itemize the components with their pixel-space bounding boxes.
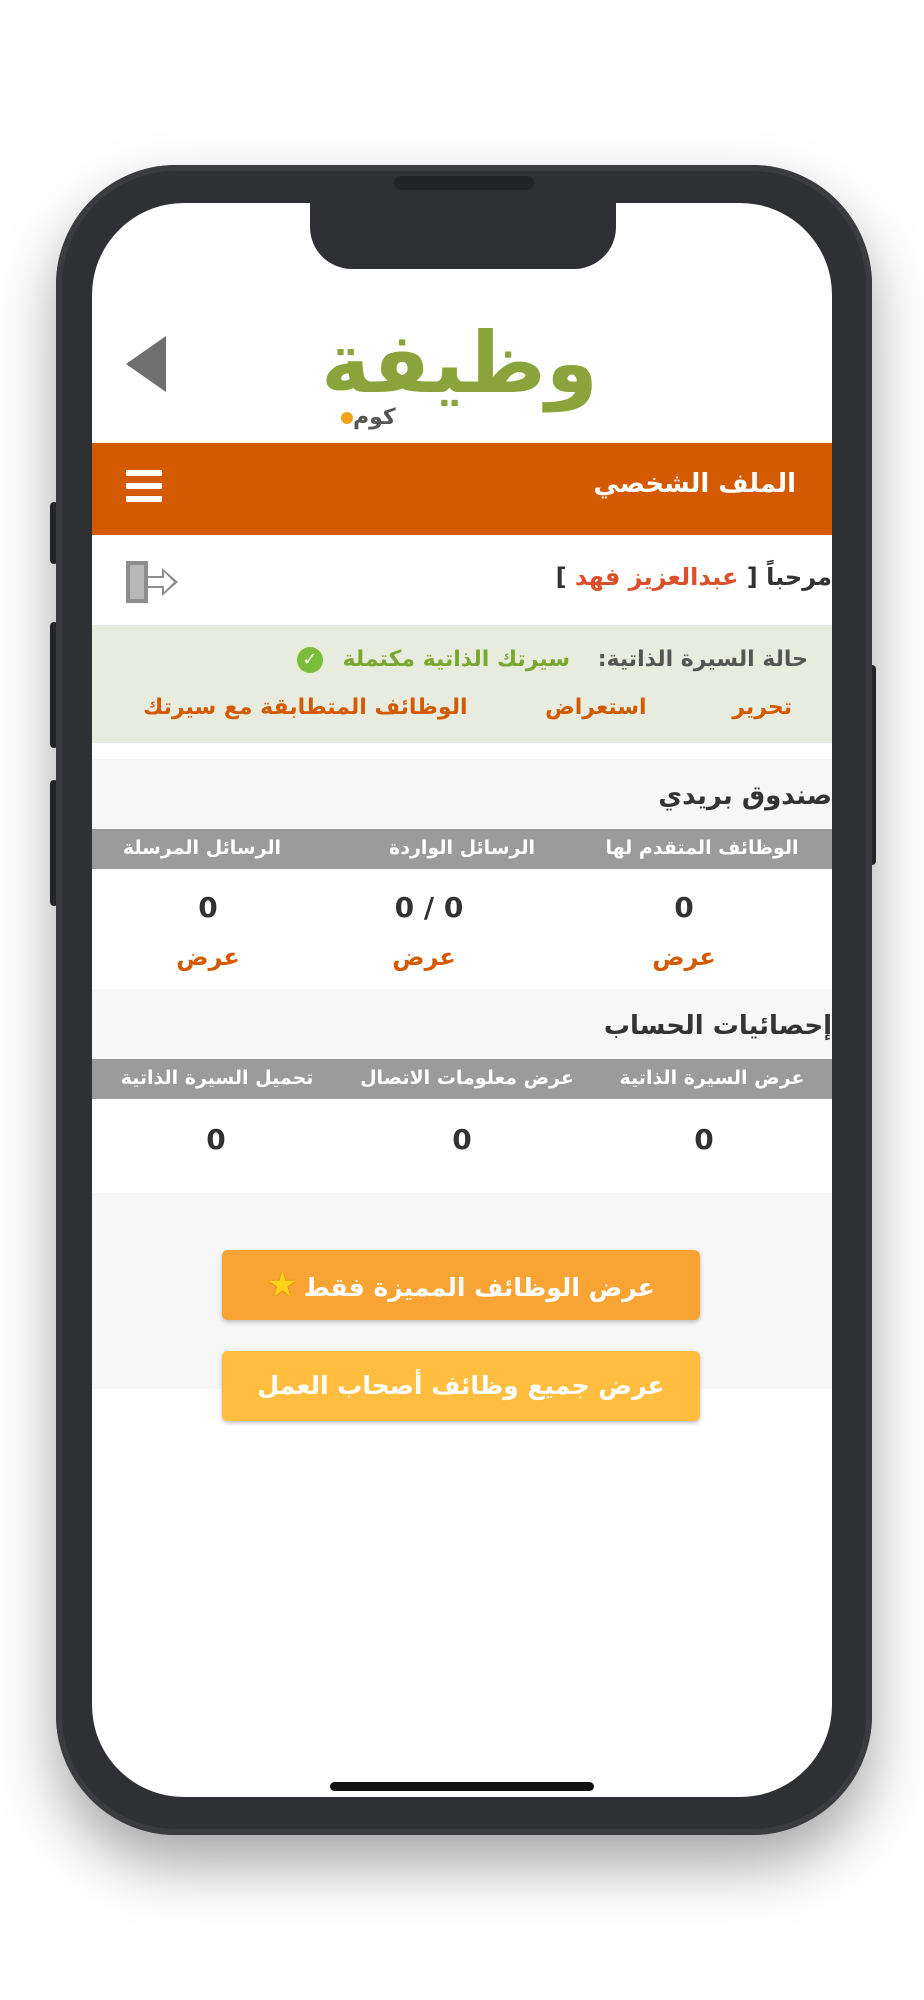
cv-status-row [297, 647, 808, 673]
cv-status-label: حالة السيرة الذاتية: [597, 647, 808, 672]
screen [92, 203, 832, 1797]
cv-status-value: سيرتك الذاتية مكتملة [342, 647, 571, 672]
notch [310, 203, 616, 269]
all-jobs-button[interactable]: عرض جميع وظائف أصحاب العمل [222, 1351, 700, 1421]
featured-jobs-button[interactable]: عرض الوظائف المميزة فقط★ [222, 1250, 700, 1320]
welcome-bar [92, 535, 832, 625]
stats-section [92, 989, 832, 1389]
stats-col-cv-downloads: تحميل السيرة الذاتية [120, 1067, 314, 1089]
page-title: الملف الشخصي [593, 469, 796, 499]
mailbox-col-inbox: الرسائل الواردة [389, 837, 535, 859]
mailbox-values-row [92, 869, 832, 993]
stats-header-row [92, 1059, 832, 1099]
sent-count: 0 [198, 891, 218, 924]
logout-icon[interactable] [124, 557, 180, 607]
star-icon: ★ [267, 1265, 298, 1305]
applied-view-link[interactable]: عرض [652, 943, 716, 971]
inbox-count: 0 / 0 [394, 891, 464, 924]
check-icon: ✓ [297, 647, 323, 673]
sent-view-link[interactable]: عرض [176, 943, 240, 971]
logo-text: وظيفة [320, 314, 598, 412]
cv-status-panel [92, 625, 832, 743]
cv-views-count: 0 [694, 1123, 714, 1156]
mailbox-section [92, 759, 832, 989]
inbox-view-link[interactable]: عرض [392, 943, 456, 971]
mailbox-col-applied: الوظائف المتقدم لها [605, 837, 799, 859]
welcome-text: مرحباً [ عبدالعزيز فهد ] [555, 563, 832, 591]
back-arrow-icon[interactable] [126, 336, 166, 392]
stats-col-cv-views: عرض السيرة الذاتية [619, 1067, 805, 1089]
stats-values-row [92, 1099, 832, 1193]
mailbox-header-row [92, 829, 832, 869]
home-indicator[interactable] [330, 1782, 594, 1791]
logo-subtext: كوم [338, 405, 396, 430]
mailbox-col-sent: الرسائل المرسلة [122, 837, 282, 859]
cv-edit-link[interactable]: تحرير [732, 695, 792, 720]
applied-count: 0 [674, 891, 694, 924]
cv-downloads-count: 0 [206, 1123, 226, 1156]
cv-view-link[interactable]: استعراض [545, 695, 647, 720]
contact-views-count: 0 [452, 1123, 472, 1156]
mailbox-title: صندوق بريدي [658, 781, 832, 811]
app-logo [320, 313, 598, 433]
header-bar [92, 443, 832, 535]
cv-matching-jobs-link[interactable]: الوظائف المتطابقة مع سيرتك [143, 695, 468, 720]
cv-links [143, 695, 792, 720]
speaker [394, 176, 534, 190]
user-name[interactable]: عبدالعزيز فهد [574, 563, 739, 591]
stats-title: إحصائيات الحساب [603, 1011, 832, 1041]
stats-col-contact-views: عرض معلومات الاتصال [360, 1067, 574, 1089]
hamburger-icon[interactable] [126, 470, 162, 506]
